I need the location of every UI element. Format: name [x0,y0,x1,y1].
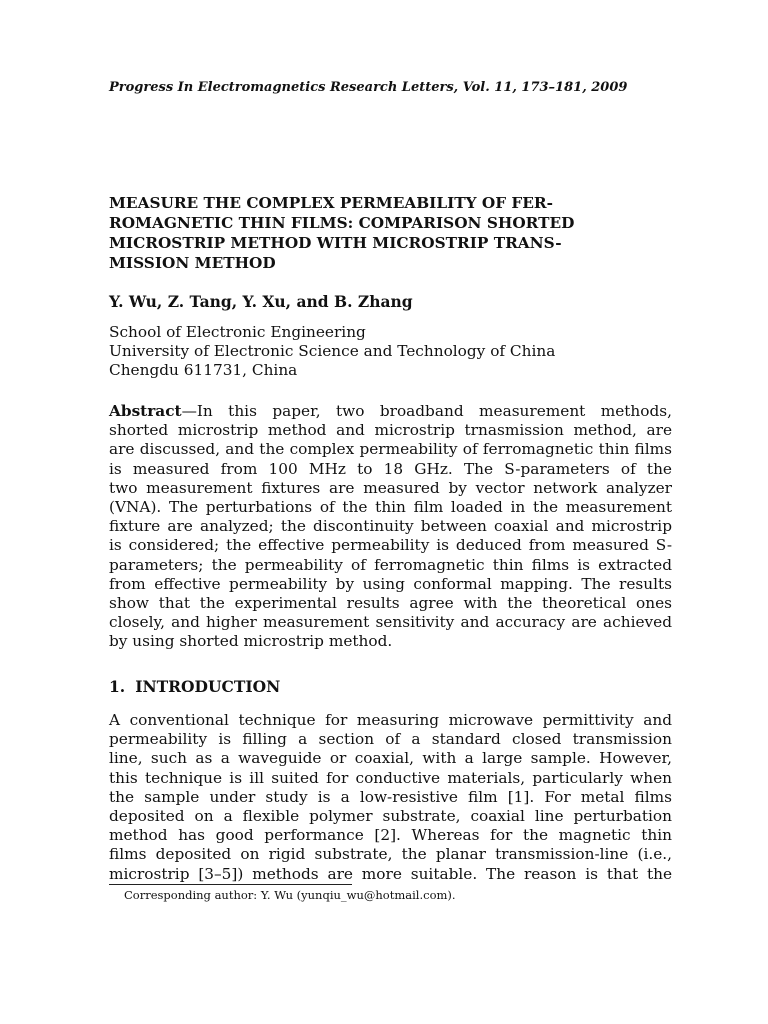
abstract-line: is considered; the effective permeability is deduced from measured S- [109,536,672,555]
paper-title [109,193,674,273]
section-title: INTRODUCTION [135,677,281,696]
intro-line: A conventional technique for measuring microwave permittivity and [109,711,672,729]
abstract-line: is measured from 100 MHz to 18 GHz. The S-parameters of the [109,459,672,478]
journal-header: Progress In Electromagnetics Research Letters, Vol. 11, 173–181, 2009 [109,80,628,95]
abstract-line: two measurement fixtures are measured by vector network analyzer [109,478,672,497]
section-number: 1. [109,677,126,696]
intro-line: microstrip [3–5]) methods are more suitable. The reason is that the [109,864,672,883]
abstract-line: are discussed, and the complex permeability of ferromagnetic thin films [109,440,672,459]
footnote: Corresponding author: Y. Wu (yunqiu_wu@hotmail.com). [124,888,456,902]
author-list: Y. Wu, Z. Tang, Y. Xu, and B. Zhang [109,292,413,311]
intro-line: films deposited on rigid substrate, the planar transmission-line (i.e., [109,845,672,864]
intro-line: deposited on a flexible polymer substrate, coaxial line perturbation [109,807,672,826]
affiliation [109,323,555,380]
abstract-line: parameters; the permeability of ferromagnetic thin films is extracted [109,555,672,574]
abstract-first-line-text: —In this paper, two broadband measurement methods, [181,402,672,420]
section-heading [109,677,280,696]
intro-line: permeability is filling a section of a standard closed transmission [109,730,672,749]
affiliation-line: University of Electronic Science and Technology of China [109,342,556,360]
abstract-line: show that the experimental results agree with the theoretical ones [109,594,672,613]
intro-line: line, such as a waveguide or coaxial, with a large sample. However, [109,749,672,768]
abstract-line [109,402,672,421]
affiliation-line: Chengdu 611731, China [109,361,298,379]
title-line: MICROSTRIP METHOD WITH MICROSTRIP TRANS- [109,234,562,252]
abstract-line: closely, and higher measurement sensitivity and accuracy are achieved [109,613,672,632]
abstract [109,402,672,652]
title-line: MEASURE THE COMPLEX PERMEABILITY OF FER- [109,194,553,212]
footnote-divider [109,884,352,885]
title-line: ROMAGNETIC THIN FILMS: COMPARISON SHORTED [109,214,575,232]
intro-line: method has good performance [2]. Whereas for the magnetic thin [109,826,672,845]
intro-line: the sample under study is a low-resistive film [1]. For metal films [109,787,672,806]
introduction-text [109,711,672,884]
abstract-line: shorted microstrip method and microstrip trnasmission method, are [109,421,672,440]
title-line: MISSION METHOD [109,254,276,272]
abstract-line: (VNA). The perturbations of the thin film loaded in the measurement [109,498,672,517]
abstract-line: fixture are analyzed; the discontinuity between coaxial and microstrip [109,517,672,536]
abstract-line: from effective permeability by using conformal mapping. The results [109,574,672,593]
abstract-label: Abstract [109,402,182,420]
abstract-line: by using shorted microstrip method. [109,632,393,651]
affiliation-line: School of Electronic Engineering [109,323,366,341]
intro-line: this technique is ill suited for conductive materials, particularly when [109,768,672,787]
